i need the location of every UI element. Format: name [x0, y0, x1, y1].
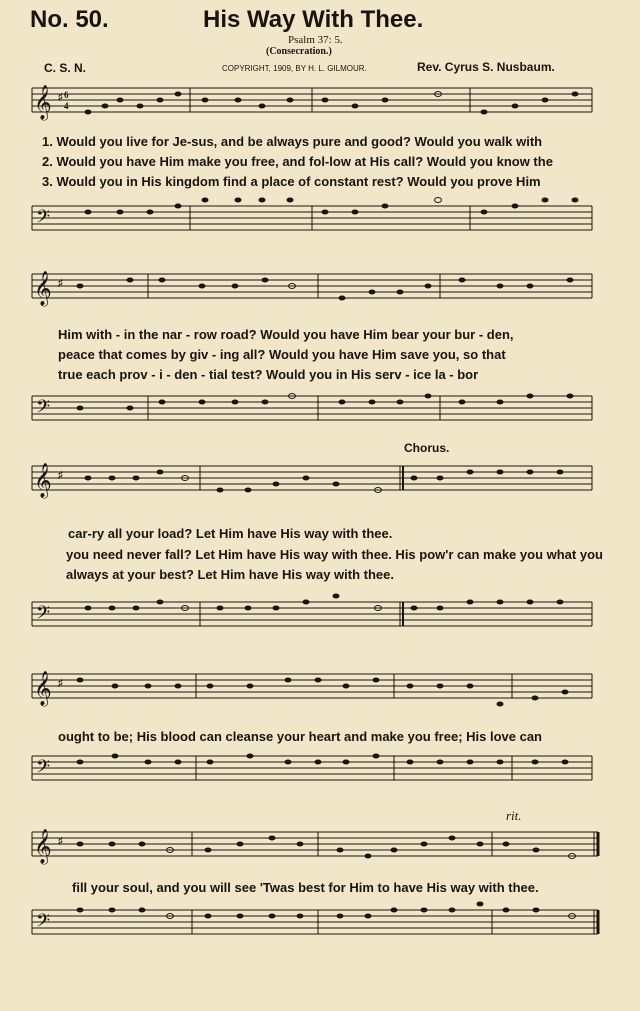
lyric-line-verse-1: fill your soul, and you will see 'Twas best for Him to have His way with thee. [72, 880, 539, 895]
treble-staff [0, 264, 640, 324]
lyric-line-verse-2: peace that comes by giv - ing all? Would you have Him save you, so that [58, 347, 506, 362]
composer-name: Rev. Cyrus S. Nusbaum. [417, 60, 555, 74]
svg-text:𝄢: 𝄢 [36, 756, 51, 781]
treble-staff [0, 78, 640, 138]
svg-text:𝄞: 𝄞 [34, 830, 52, 863]
svg-text:𝄞: 𝄞 [34, 86, 52, 119]
svg-text:𝄢: 𝄢 [36, 602, 51, 627]
svg-text:𝄢: 𝄢 [36, 910, 51, 935]
hymn-title: His Way With Thee. [203, 6, 424, 33]
ritardando-marking: rit. [506, 808, 522, 823]
bass-staff [0, 588, 640, 648]
svg-text:♯: ♯ [58, 836, 63, 847]
lyric-line-verse-1: 1. Would you live for Je-sus, and be always pure and good? Would you walk with [42, 134, 543, 149]
svg-text:𝄢: 𝄢 [36, 206, 51, 231]
bass-staff [0, 896, 640, 966]
svg-text:♯: ♯ [58, 470, 63, 481]
svg-text:𝄞: 𝄞 [34, 672, 52, 705]
svg-text:♯: ♯ [58, 92, 63, 103]
lyric-line-verse-1: Him with - in the nar - row road? Would you have Him bear your bur - den, [58, 327, 514, 342]
svg-text:♯: ♯ [58, 678, 63, 689]
treble-staff [0, 456, 640, 516]
bass-staff [0, 742, 640, 802]
svg-text:6: 6 [64, 90, 69, 100]
treble-staff [0, 822, 640, 882]
scripture-reference: Psalm 37: 5. [288, 34, 343, 46]
svg-text:𝄞: 𝄞 [34, 464, 52, 497]
svg-text:𝄞: 𝄞 [34, 272, 52, 305]
lyricist-initials: C. S. N. [44, 61, 87, 75]
copyright-notice: COPYRIGHT, 1909, BY H. L. GILMOUR. [222, 64, 367, 73]
lyric-line-verse-3: always at your best? Let Him have His way with thee. [66, 567, 394, 582]
lyric-line-verse-3: 3. Would you in His kingdom find a place of constant rest? Would you prove Him [42, 174, 541, 189]
lyric-line-verse-2: you need never fall? Let Him have His way with thee. His pow'r can make you what you [66, 547, 603, 562]
chorus-label: Chorus. [404, 441, 450, 455]
hymn-subtitle: (Consecration.) [266, 46, 332, 57]
svg-text:♯: ♯ [58, 278, 63, 289]
svg-text:𝄢: 𝄢 [36, 396, 51, 421]
svg-text:4: 4 [64, 101, 69, 111]
hymn-number: No. 50. [30, 6, 109, 33]
bass-staff [0, 382, 640, 442]
lyric-line-verse-1: ought to be; His blood can cleanse your heart and make you free; His love can [58, 729, 543, 744]
lyric-line-verse-1: car-ry all your load? Let Him have His way with thee. [68, 526, 393, 541]
bass-staff [0, 192, 640, 252]
treble-staff [0, 664, 640, 724]
lyric-line-verse-3: true each prov - i - den - tial test? Would you in His serv - ice la - bor [58, 367, 479, 382]
lyric-line-verse-2: 2. Would you have Him make you free, and fol-low at His call? Would you know the [42, 154, 553, 169]
